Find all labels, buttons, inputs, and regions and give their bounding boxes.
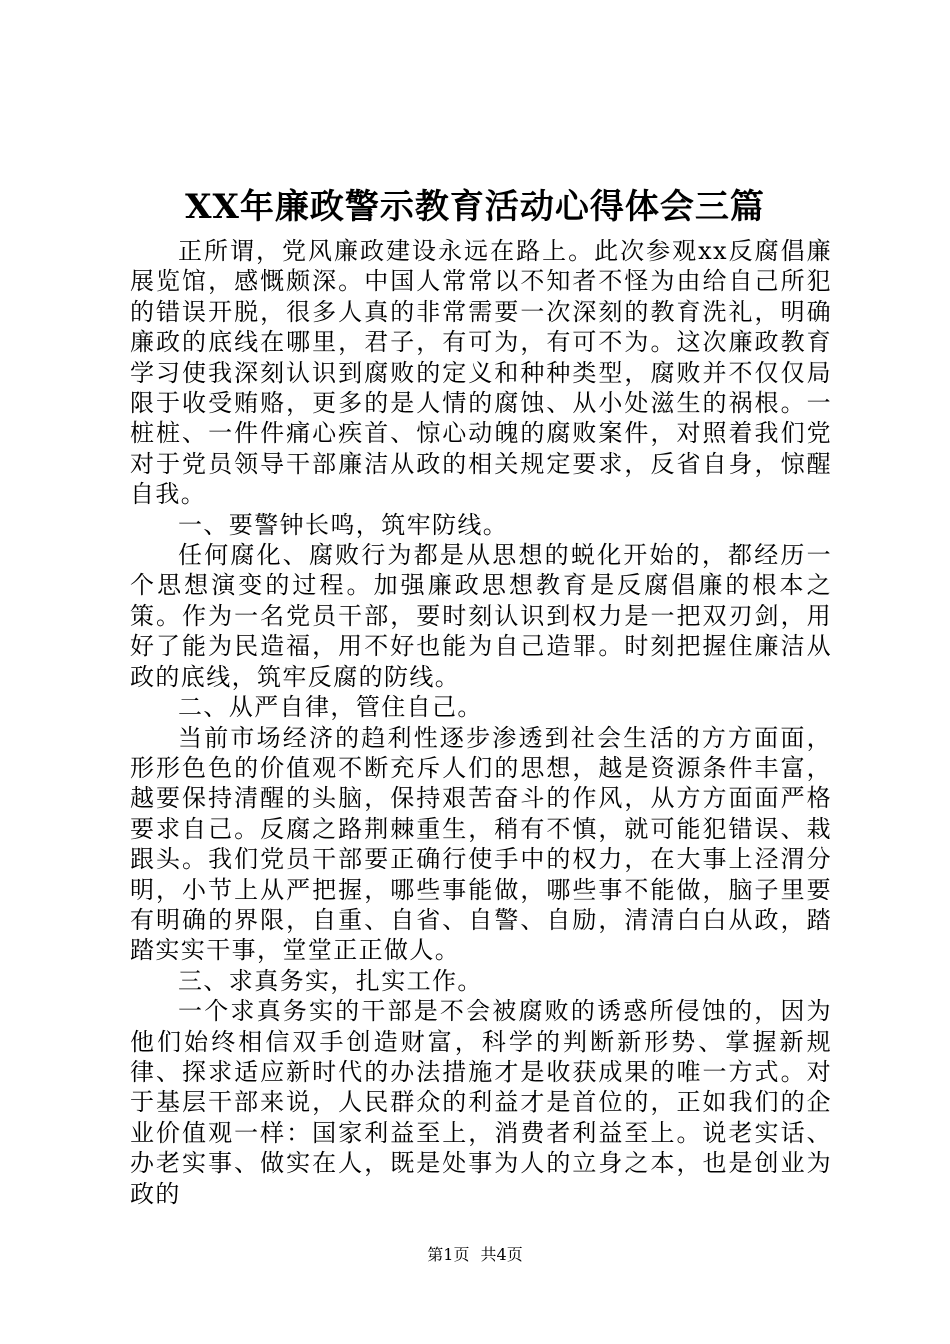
paragraph-intro: 正所谓，党风廉政建设永远在路上。此次参观xx反腐倡廉展览馆，感慨颇深。中国人常常以不知者不怪为由给自己所犯的错误开脱，很多人真的非常需要一次深刻的教育洗礼，明确廉政的底线在哪里，君子，有可为，有可不为。这次廉政教育学习使我深刻认识到腐败的定义和种种类型，腐败并不仅仅局限于收受贿赂，更多的是人情的腐蚀、从小处滋生的祸根。一桩桩、一件件痛心疾首、惊心动魄的腐败案件，对照着我们党对于党员领导干部廉洁从政的相关规定要求，反省自身，惊醒自我。 [130,237,832,509]
section-heading-3: 三、求真务实，扎实工作。 [178,966,483,995]
page-footer [0,1244,950,1266]
paragraph-section-2: 当前市场经济的趋利性逐步渗透到社会生活的方方面面，形形色色的价值观不断充斥人们的思想，越是资源条件丰富，越要保持清醒的头脑，保持艰苦奋斗的作风，从方方面面严格要求自己。反腐之路荆棘重生，稍有不慎，就可能犯错误、栽跟头。我们党员干部要正确行使手中的权力，在大事上泾渭分明，小节上从严把握，哪些事能做，哪些事不能做，脑子里要有明确的界限，自重、自省、自警、自励，清清白白从政，踏踏实实干事，堂堂正正做人。 [130,723,832,965]
paragraph-section-3: 一个求真务实的干部是不会被腐败的诱惑所侵蚀的，因为他们始终相信双手创造财富，科学的判断新形势、掌握新规律、探求适应新时代的办法措施才是收获成果的唯一方式。对于基层干部来说，人民群众的利益才是首位的，正如我们的企业价值观一样：国家利益至上，消费者利益至上。说老实话、办老实事、做实在人，既是处事为人的立身之本，也是创业为政的 [130,997,832,1208]
paragraph-section-1: 任何腐化、腐败行为都是从思想的蜕化开始的，都经历一个思想演变的过程。加强廉政思想教育是反腐倡廉的根本之策。作为一名党员干部，要时刻认识到权力是一把双刃剑，用好了能为民造福，用不好也能为自己造罪。时刻把握住廉洁从政的底线，筑牢反腐的防线。 [130,541,832,691]
section-heading-1: 一、要警钟长鸣，筑牢防线。 [178,510,509,539]
document-title: XX年廉政警示教育活动心得体会三篇 [185,187,765,227]
page-number: 第1页 [427,1245,470,1264]
page-total: 共4页 [480,1245,523,1264]
section-heading-2: 二、从严自律，管住自己。 [178,693,483,722]
document-body [130,236,832,1209]
